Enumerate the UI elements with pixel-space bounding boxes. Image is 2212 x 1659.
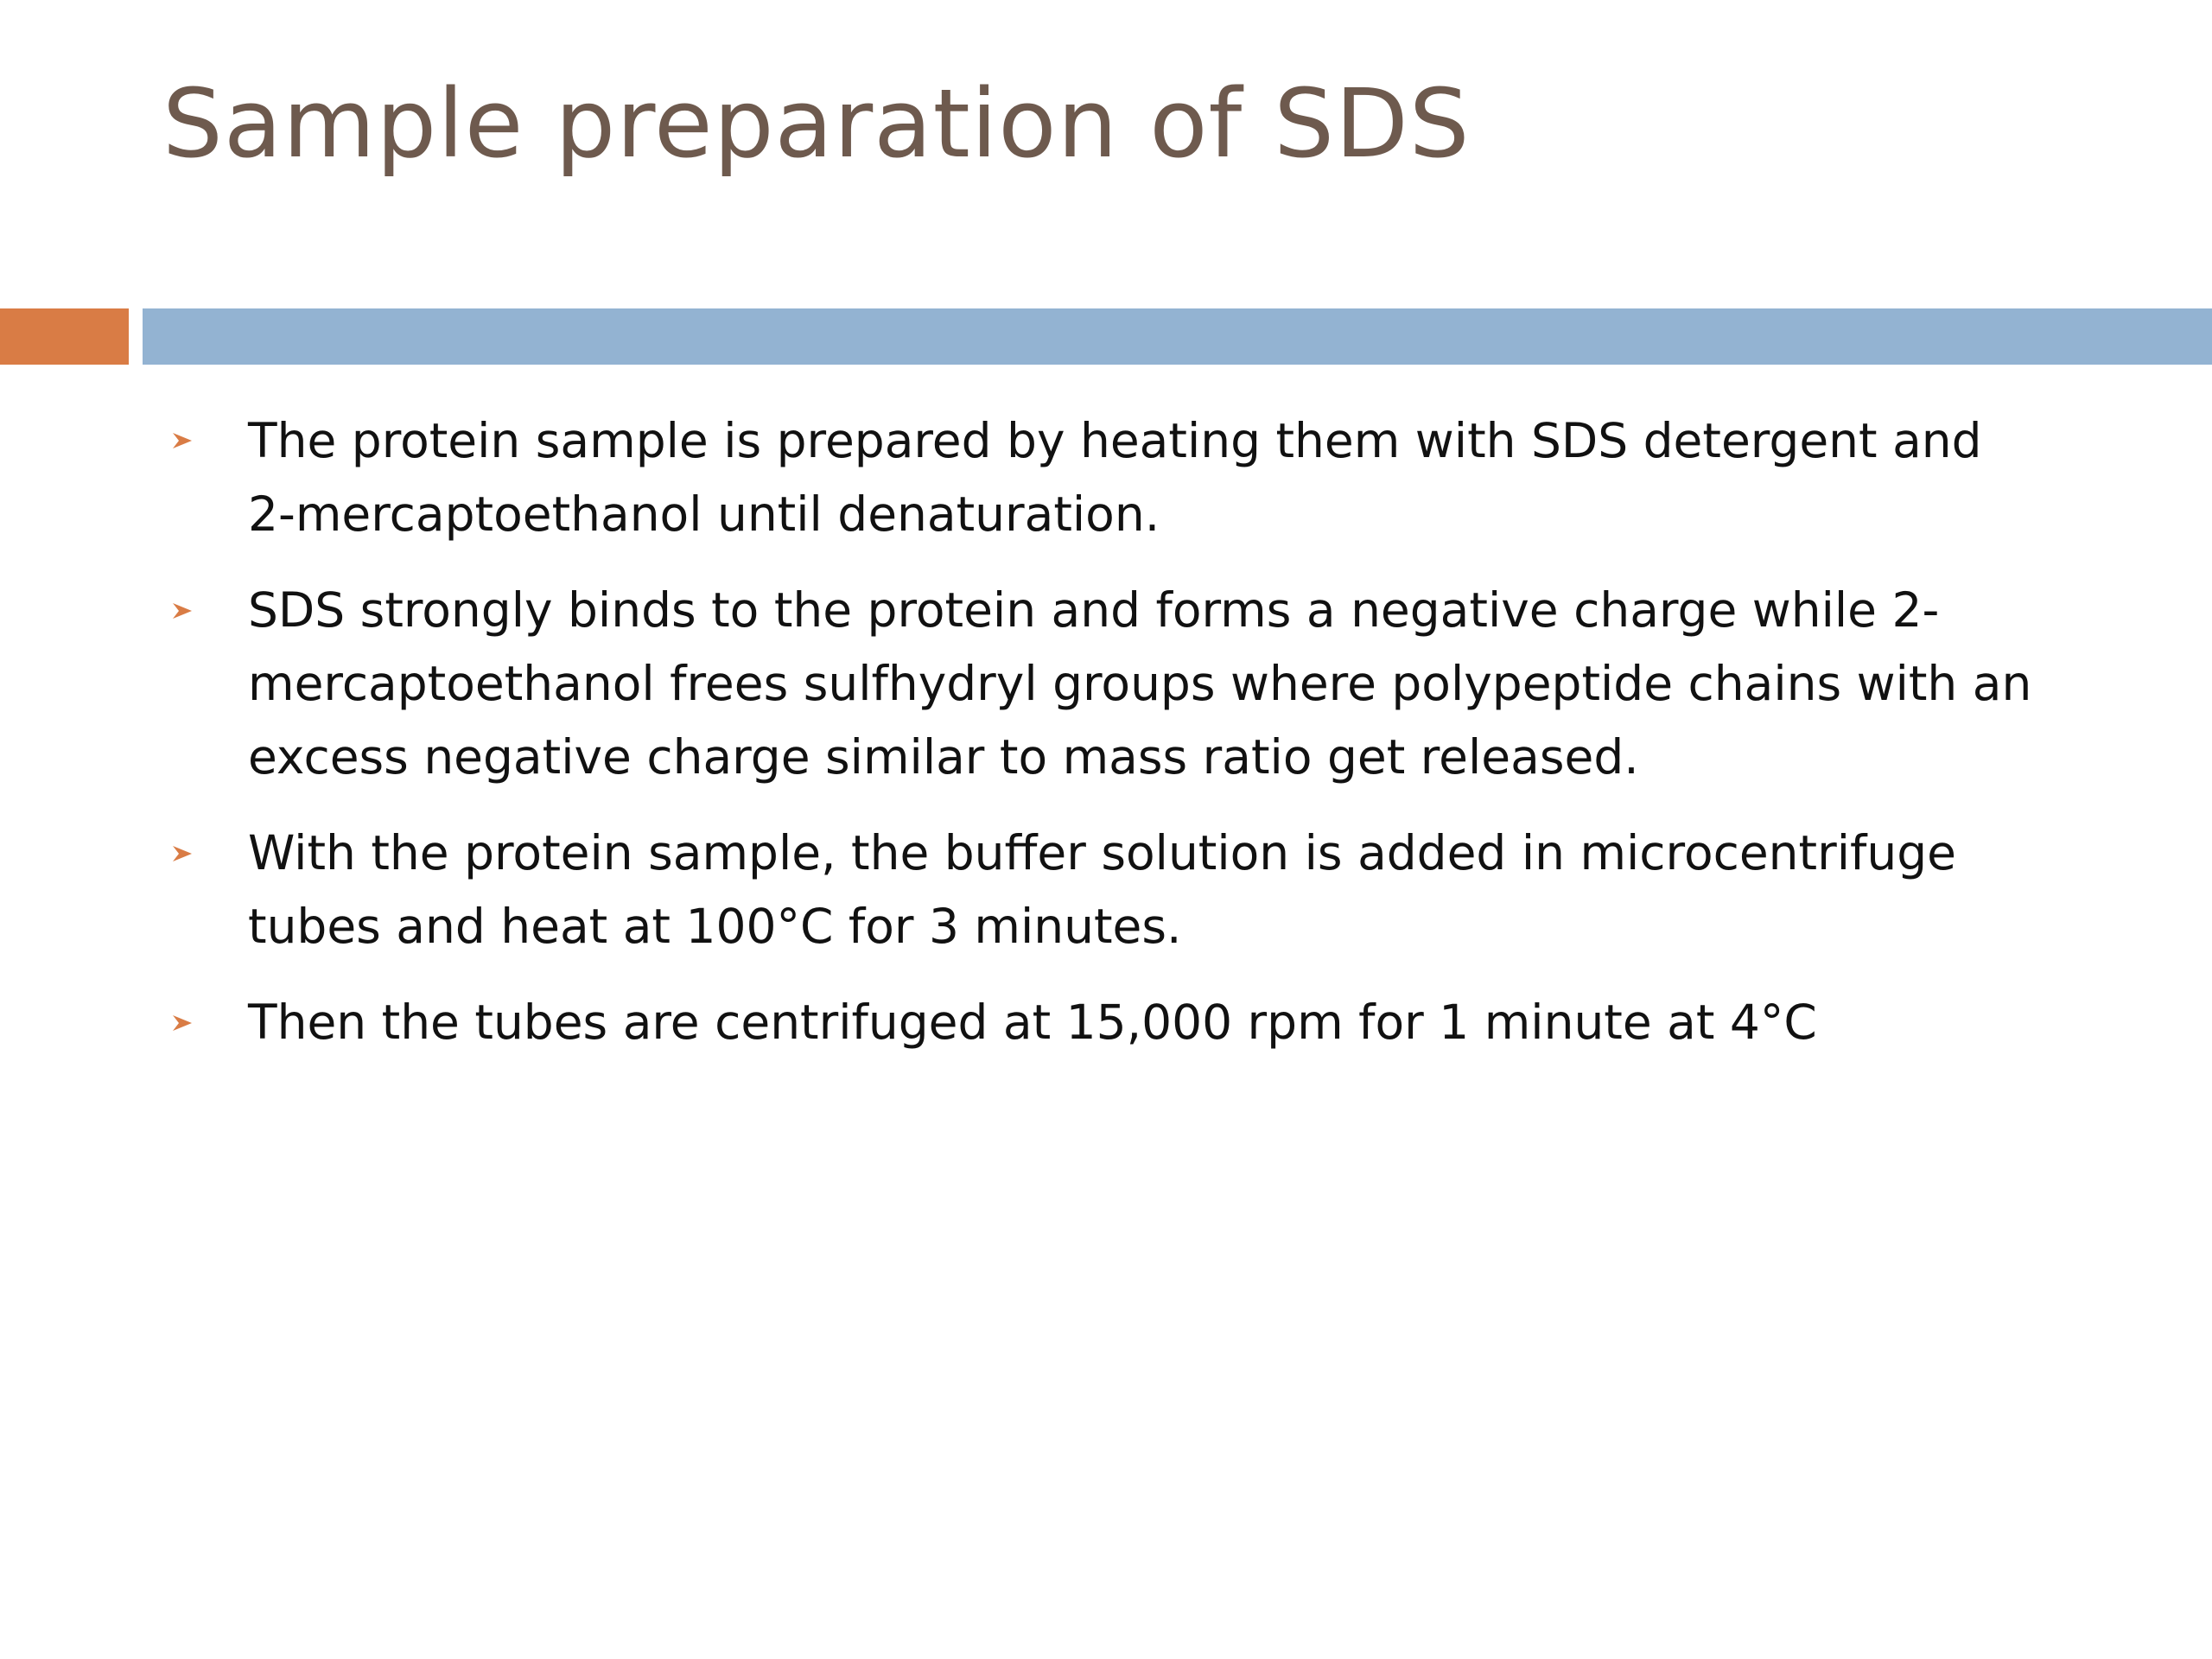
bullet-text: The protein sample is prepared by heating them with SDS detergent and 2-mercaptoethanol until denaturation. [248, 413, 1982, 542]
arrowhead-bullet-icon [169, 598, 195, 624]
bullet-text: With the protein sample, the buffer solution is added in microcentrifuge tubes and heat at 100°C for 3 minutes. [248, 825, 1956, 954]
arrowhead-bullet-icon [169, 428, 195, 454]
arrowhead-bullet-icon [169, 841, 195, 867]
slide-title: Sample preparation of SDS [162, 68, 1471, 179]
arrowhead-bullet-icon [169, 1010, 195, 1036]
bullet-text: Then the tubes are centrifuged at 15,000 rpm for 1 minute at 4°C [248, 995, 1817, 1050]
bullet-text: SDS strongly binds to the protein and forms a negative charge while 2- mercaptoethanol frees sulfhydryl groups where polypeptide chains with an excess negative charge similar to mass ratio get released. [248, 582, 2032, 785]
